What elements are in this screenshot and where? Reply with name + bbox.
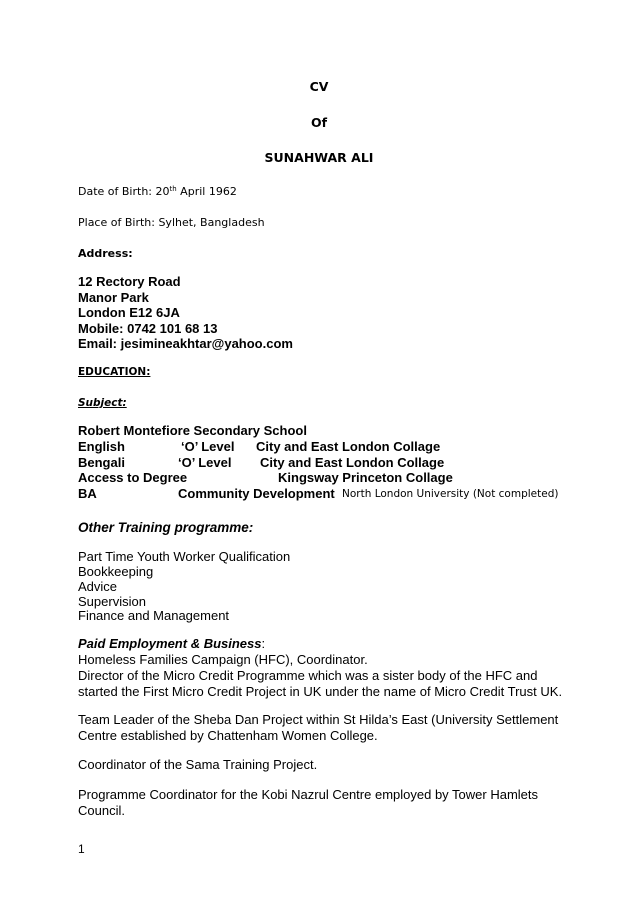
- address-line-3: London E12 6JA: [78, 305, 180, 320]
- cv-name: SUNAHWAR ALI: [264, 150, 374, 165]
- employment-paragraph-line: Team Leader of the Sheba Dan Project within St Hilda’s East (University Settlement: [78, 712, 559, 727]
- email-address: Email: jesimineakhtar@yahoo.com: [78, 336, 293, 351]
- employment-line: Homeless Families Campaign (HFC), Coordinator.: [78, 652, 368, 667]
- place-of-birth: Place of Birth: Sylhet, Bangladesh: [78, 216, 265, 229]
- education-note: North London University (Not completed): [342, 488, 559, 500]
- education-subject: English: [78, 439, 125, 454]
- education-level: Community Development: [178, 486, 335, 501]
- employment-paragraph: [78, 712, 558, 744]
- education-level: ‘O’ Level: [181, 439, 235, 454]
- training-item: Bookkeeping: [78, 564, 154, 579]
- education-subject: BA: [78, 486, 97, 501]
- education-heading: EDUCATION:: [78, 366, 151, 378]
- employment-paragraph: [78, 668, 562, 700]
- education-row: [78, 440, 618, 455]
- training-item: Advice: [78, 579, 118, 594]
- cv-of: Of: [310, 115, 328, 130]
- employment-heading: Paid Employment & Business:: [78, 636, 266, 651]
- education-institution: Kingsway Princeton Collage: [278, 470, 453, 485]
- education-institution: City and East London Collage: [260, 455, 445, 470]
- employment-line: Coordinator of the Sama Training Project.: [78, 757, 318, 772]
- education-row: [78, 456, 618, 471]
- education-row: [78, 487, 618, 502]
- employment-paragraph-line: started the First Micro Credit Project in UK under the name of Micro Credit Trust UK.: [78, 684, 563, 699]
- training-heading: Other Training programme:: [78, 520, 254, 535]
- address-line-2: Manor Park: [78, 290, 149, 305]
- school-name: Robert Montefiore Secondary School: [78, 423, 307, 438]
- education-institution: City and East London Collage: [256, 439, 441, 454]
- employment-paragraph-line: Council.: [78, 803, 125, 818]
- cv-title: CV: [309, 79, 329, 94]
- subject-label: Subject:: [78, 397, 127, 409]
- employment-paragraph: [78, 787, 538, 819]
- education-subject: Access to Degree: [78, 470, 188, 485]
- mobile-number: Mobile: 0742 101 68 13: [78, 321, 218, 336]
- address-label: Address:: [78, 247, 133, 260]
- employment-paragraph-line: Programme Coordinator for the Kobi Nazrul Centre employed by Tower Hamlets: [78, 787, 539, 802]
- training-item: Part Time Youth Worker Qualification: [78, 549, 291, 564]
- training-item: Supervision: [78, 594, 146, 609]
- employment-paragraph-line: Director of the Micro Credit Programme which was a sister body of the HFC and: [78, 668, 538, 683]
- education-row: [78, 471, 618, 486]
- education-level: ‘O’ Level: [178, 455, 232, 470]
- date-of-birth: Date of Birth: 20th April 1962: [78, 185, 237, 198]
- education-subject: Bengali: [78, 455, 125, 470]
- training-item: Finance and Management: [78, 608, 230, 623]
- address-line-1: 12 Rectory Road: [78, 274, 181, 289]
- page-number: 1: [78, 842, 85, 856]
- employment-paragraph-line: Centre established by Chattenham Women College.: [78, 728, 378, 743]
